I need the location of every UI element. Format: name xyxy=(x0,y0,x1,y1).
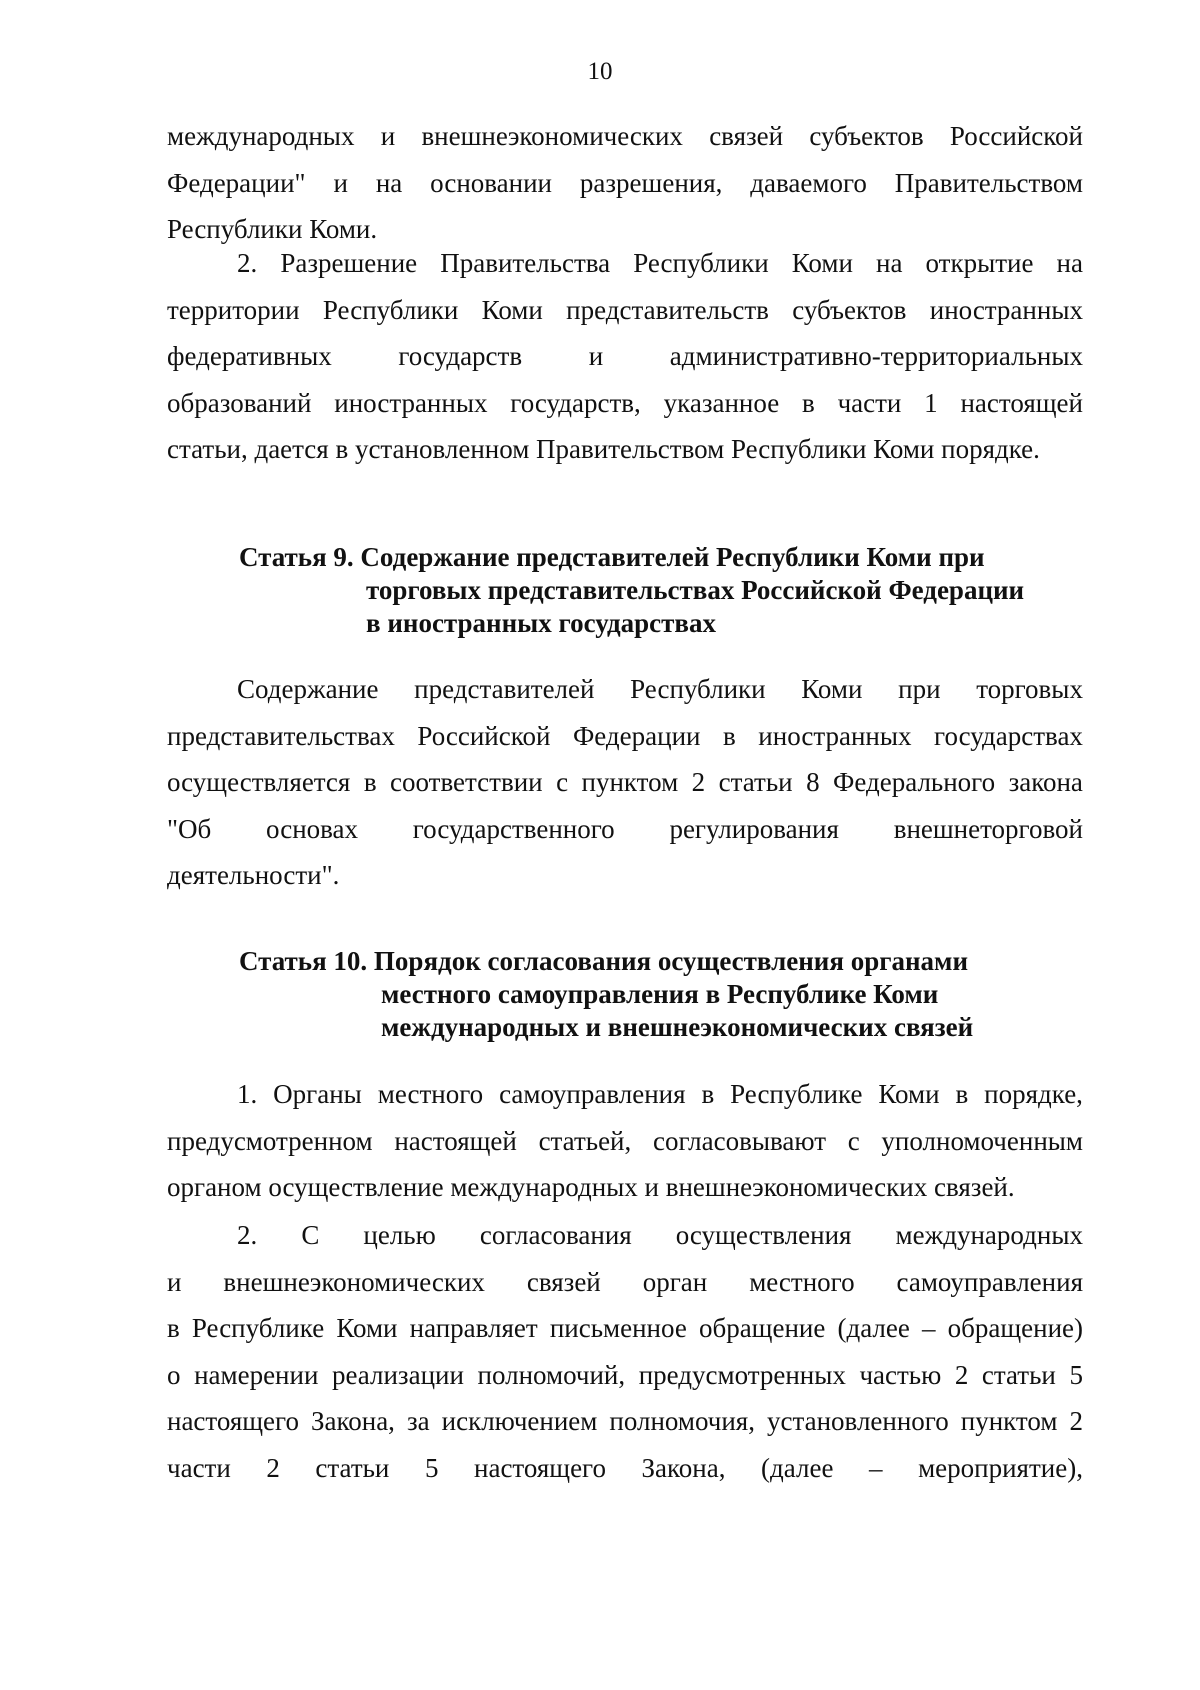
heading-line: в иностранных государствах xyxy=(366,608,716,638)
heading-line: Статья 10. Порядок согласования осуществления органами xyxy=(239,946,968,976)
text-line: образований иностранных государств, указанное в части 1 настоящей xyxy=(167,387,1083,418)
text-line: Содержание представителей Республики Коми при торговых xyxy=(237,674,1083,704)
heading-line: международных и внешнеэкономических связей xyxy=(381,1012,974,1042)
article-10-paragraph-2 xyxy=(167,1212,1083,1491)
text-line: осуществляется в соответствии с пунктом 2 статьи 8 Федерального закона xyxy=(167,767,1083,797)
text-line: 2. Разрешение Правительства Республики Коми на открытие на xyxy=(237,248,1083,278)
text-line: предусмотренном настоящей статьей, согласовывают с уполномоченным xyxy=(167,1125,1083,1156)
text-line: и внешнеэкономических связей орган местного самоуправления xyxy=(167,1266,1083,1297)
text-line: территории Республики Коми представительств субъектов иностранных xyxy=(167,294,1083,325)
text-line: части 2 статьи 5 настоящего Закона, (далее – мероприятие), xyxy=(167,1452,1083,1483)
heading-line: Статья 9. Содержание представителей Республики Коми при xyxy=(239,542,985,572)
text-line: о намерении реализации полномочий, предусмотренных частью 2 статьи 5 xyxy=(167,1359,1083,1390)
text-line: статьи, дается в установленном Правительством Республики Коми порядке. xyxy=(167,434,1040,464)
text-line: федеративных государств и административно-территориальных xyxy=(167,341,1083,371)
page-number: 10 xyxy=(587,58,613,85)
article-10-paragraph-1 xyxy=(167,1071,1083,1211)
text-line: представительствах Российской Федерации в иностранных государствах xyxy=(167,720,1083,751)
article-10-heading xyxy=(239,945,973,1044)
text-line: Республики Коми. xyxy=(167,214,378,244)
article-9-heading xyxy=(239,541,1024,640)
text-line: Федерации" и на основании разрешения, даваемого Правительством xyxy=(167,167,1083,198)
text-line: в Республике Коми направляет письменное обращение (далее – обращение) xyxy=(167,1313,1083,1343)
text-line: 2. С целью согласования осуществления международных xyxy=(237,1220,1083,1250)
intro-paragraph xyxy=(167,113,1083,253)
text-line: 1. Органы местного самоуправления в Республике Коми в порядке, xyxy=(237,1079,1083,1109)
text-line: настоящего Закона, за исключением полномочия, установленного пунктом 2 xyxy=(167,1406,1083,1436)
text-line: международных и внешнеэкономических связей субъектов Российской xyxy=(167,121,1083,151)
text-line: "Об основах государственного регулирования внешнеторговой xyxy=(167,813,1083,844)
text-line: органом осуществление международных и внешнеэкономических связей. xyxy=(167,1172,1015,1202)
heading-line: местного самоуправления в Республике Коми xyxy=(381,979,939,1009)
heading-line: торговых представительствах Российской Федерации xyxy=(366,575,1025,605)
article-9-body xyxy=(167,666,1083,899)
paragraph-2 xyxy=(167,240,1083,473)
text-line: деятельности". xyxy=(167,860,340,890)
